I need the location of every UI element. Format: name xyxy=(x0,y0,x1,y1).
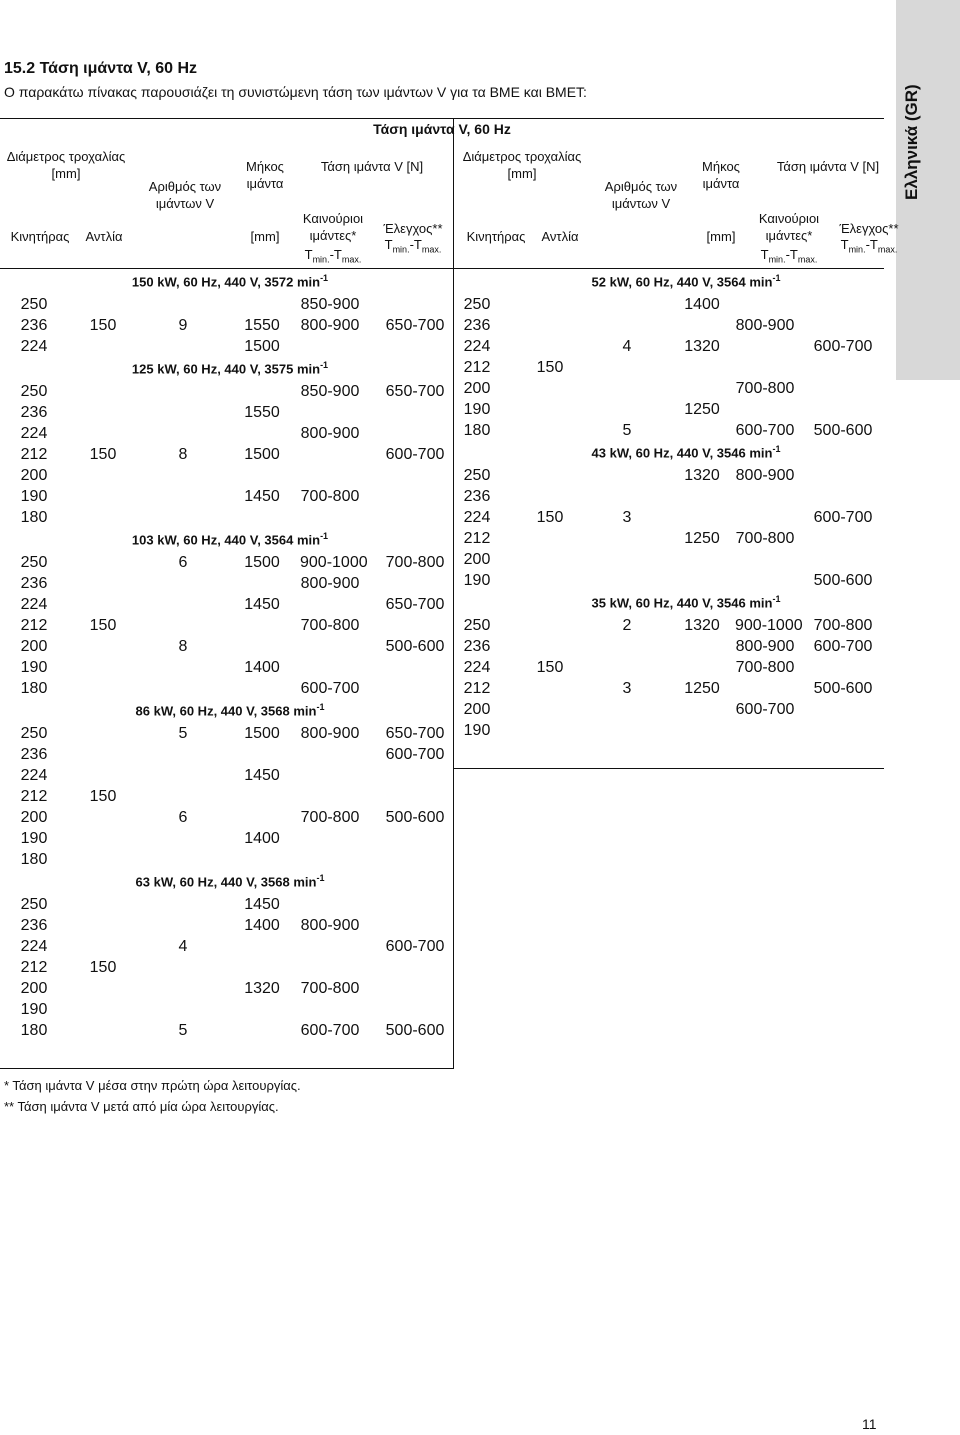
right-cell: 1250 xyxy=(684,401,720,418)
left-pulley-diameter-header: Διάμετρος τροχαλίας [mm] xyxy=(6,149,126,181)
left-cell: 600-700 xyxy=(385,746,445,763)
right-check-header: Έλεγχος** xyxy=(839,221,899,236)
right-cell: 1320 xyxy=(684,617,720,634)
left-cell: 1450 xyxy=(244,488,280,505)
section-title: 15.2 Τάση ιμάντα V, 60 Hz xyxy=(4,60,198,77)
right-cell: 1320 xyxy=(684,338,720,355)
right-cell: 236 xyxy=(463,317,491,334)
left-cell: 800-900 xyxy=(300,917,360,934)
left-cell: 1500 xyxy=(244,725,280,742)
page-number: 11 xyxy=(862,1416,877,1432)
left-cell: 180 xyxy=(20,851,48,868)
left-motor-subheading: 150 kW, 60 Hz, 440 V, 3572 $\min^{-1}$ xyxy=(131,273,329,290)
right-cell: 224 xyxy=(463,509,491,526)
right-cell: 600-700 xyxy=(735,701,795,718)
left-cell: 180 xyxy=(20,509,48,526)
left-cell: 236 xyxy=(20,575,48,592)
left-cell: 224 xyxy=(20,938,48,955)
left-check-header: Έλεγχος** xyxy=(383,221,443,236)
right-pulley-diameter-header: Διάμετρος τροχαλίας [mm] xyxy=(462,149,582,181)
right-cell: 250 xyxy=(463,467,491,484)
left-belt-length-header: Μήκος ιμάντα xyxy=(246,159,284,191)
left-cell: 224 xyxy=(20,338,48,355)
left-cell: 1500 xyxy=(244,554,280,571)
right-cell: 250 xyxy=(463,617,491,634)
left-cell: 180 xyxy=(20,1022,48,1039)
right-cell: 224 xyxy=(463,659,491,676)
right-motor-subheading: 35 kW, 60 Hz, 440 V, 3546 $\min^{-1}$ xyxy=(591,594,781,611)
left-cell: 1550 xyxy=(244,317,280,334)
table-top-border xyxy=(0,118,884,119)
left-cell: 212 xyxy=(20,446,48,463)
left-cell: 5 xyxy=(178,1022,188,1039)
right-cell: 190 xyxy=(463,401,491,418)
left-cell: 500-600 xyxy=(385,638,445,655)
left-motor-subheading: 86 kW, 60 Hz, 440 V, 3568 $\min^{-1}$ xyxy=(135,702,325,719)
left-cell: 1400 xyxy=(244,659,280,676)
right-cell: 150 xyxy=(536,509,564,526)
right-belt-length-header: Μήκος ιμάντα xyxy=(702,159,740,191)
left-cell: 800-900 xyxy=(300,725,360,742)
left-motor-subheading: 103 kW, 60 Hz, 440 V, 3564 $\min^{-1}$ xyxy=(131,531,329,548)
left-belt-length-unit: [mm] xyxy=(250,229,280,244)
left-cell: 250 xyxy=(20,896,48,913)
right-cell: 190 xyxy=(463,572,491,589)
right-tension-header: Τάση ιμάντα V [N] xyxy=(776,159,880,174)
footnote-1: * Τάση ιμάντα V μέσα στην πρώτη ώρα λειτουργίας. xyxy=(4,1078,301,1093)
left-cell: 1400 xyxy=(244,917,280,934)
right-new-belts-header: Καινούριοι ιμάντες* xyxy=(758,211,820,243)
right-cell: 200 xyxy=(463,551,491,568)
left-cell: 800-900 xyxy=(300,317,360,334)
right-cell: 236 xyxy=(463,638,491,655)
right-cell: 1400 xyxy=(684,296,720,313)
left-tension-header: Τάση ιμάντα V [N] xyxy=(320,159,424,174)
left-cell: 150 xyxy=(89,317,117,334)
right-cell: 3 xyxy=(622,509,632,526)
right-cell: 900-1000 xyxy=(735,617,803,634)
right-cell: 800-900 xyxy=(735,317,795,334)
right-motor-subheading: 52 kW, 60 Hz, 440 V, 3564 $\min^{-1}$ xyxy=(591,273,781,290)
left-cell: 1500 xyxy=(244,446,280,463)
left-cell: 1320 xyxy=(244,980,280,997)
right-cell: 600-700 xyxy=(813,509,873,526)
right-cell: 2 xyxy=(622,617,632,634)
left-check-range: $T_{min.}-T_{max.}$ xyxy=(384,237,442,255)
right-cell: 212 xyxy=(463,359,491,376)
left-cell: 1450 xyxy=(244,896,280,913)
right-check-range: $T_{min.}-T_{max.}$ xyxy=(840,237,898,255)
left-cell: 850-900 xyxy=(300,383,360,400)
left-cell: 150 xyxy=(89,617,117,634)
left-cell: 150 xyxy=(89,959,117,976)
left-cell: 700-800 xyxy=(300,980,360,997)
right-new-belts-range: $T_{min.}-T_{max.}$ xyxy=(760,247,818,265)
left-cell: 700-800 xyxy=(300,809,360,826)
left-cell: 212 xyxy=(20,959,48,976)
right-cell: 200 xyxy=(463,701,491,718)
left-motor-header: Κινητήρας xyxy=(10,229,70,244)
left-belt-count-header: Αριθμός των ιμάντων V xyxy=(148,179,222,211)
left-cell: 236 xyxy=(20,404,48,421)
right-cell: 250 xyxy=(463,296,491,313)
left-cell: 500-600 xyxy=(385,1022,445,1039)
left-cell: 236 xyxy=(20,317,48,334)
right-cell: 150 xyxy=(536,359,564,376)
right-cell: 190 xyxy=(463,722,491,739)
left-cell: 6 xyxy=(178,809,188,826)
right-cell: 1250 xyxy=(684,530,720,547)
left-new-belts-header: Καινούριοι ιμάντες* xyxy=(302,211,364,243)
left-cell: 600-700 xyxy=(300,1022,360,1039)
right-cell: 600-700 xyxy=(813,338,873,355)
left-cell: 1400 xyxy=(244,830,280,847)
left-cell: 650-700 xyxy=(385,317,445,334)
left-cell: 5 xyxy=(178,725,188,742)
left-cell: 650-700 xyxy=(385,596,445,613)
left-cell: 236 xyxy=(20,746,48,763)
right-cell: 800-900 xyxy=(735,638,795,655)
left-cell: 800-900 xyxy=(300,425,360,442)
right-cell: 3 xyxy=(622,680,632,697)
right-cell: 500-600 xyxy=(813,422,873,439)
right-cell: 600-700 xyxy=(813,638,873,655)
left-cell: 212 xyxy=(20,617,48,634)
left-cell: 150 xyxy=(89,446,117,463)
table-title: Τάση ιμάντα V, 60 Hz xyxy=(373,121,511,137)
right-cell: 700-800 xyxy=(735,659,795,676)
left-cell: 8 xyxy=(178,638,188,655)
left-cell: 600-700 xyxy=(385,446,445,463)
table-center-divider xyxy=(453,118,454,1068)
left-cell: 1550 xyxy=(244,404,280,421)
left-new-belts-range: $T_{min.}-T_{max.}$ xyxy=(304,247,362,265)
right-cell: 150 xyxy=(536,659,564,676)
right-motor-subheading: 43 kW, 60 Hz, 440 V, 3546 $\min^{-1}$ xyxy=(591,444,781,461)
language-label: Ελληνικά (GR) xyxy=(902,84,921,200)
left-motor-subheading: 125 kW, 60 Hz, 440 V, 3575 $\min^{-1}$ xyxy=(131,360,329,377)
right-belt-length-unit: [mm] xyxy=(706,229,736,244)
left-cell: 900-1000 xyxy=(300,554,368,571)
left-cell: 200 xyxy=(20,809,48,826)
left-cell: 224 xyxy=(20,596,48,613)
left-cell: 200 xyxy=(20,638,48,655)
right-cell: 4 xyxy=(622,338,632,355)
left-cell: 600-700 xyxy=(385,938,445,955)
left-cell: 200 xyxy=(20,980,48,997)
section-intro: Ο παρακάτω πίνακας παρουσιάζει τη συνιστώμενη τάση των ιμάντων V για τα BME και BMET: xyxy=(4,84,587,100)
table-bottom-border-right xyxy=(453,768,884,769)
left-cell: 700-800 xyxy=(385,554,445,571)
left-cell: 224 xyxy=(20,425,48,442)
left-cell: 1500 xyxy=(244,338,280,355)
left-cell: 1450 xyxy=(244,767,280,784)
left-cell: 212 xyxy=(20,788,48,805)
left-cell: 700-800 xyxy=(300,617,360,634)
left-cell: 250 xyxy=(20,296,48,313)
left-cell: 224 xyxy=(20,767,48,784)
right-cell: 1250 xyxy=(684,680,720,697)
left-cell: 250 xyxy=(20,725,48,742)
right-cell: 700-800 xyxy=(735,530,795,547)
left-cell: 190 xyxy=(20,830,48,847)
left-cell: 180 xyxy=(20,680,48,697)
right-cell: 236 xyxy=(463,488,491,505)
right-cell: 212 xyxy=(463,680,491,697)
left-cell: 150 xyxy=(89,788,117,805)
right-cell: 212 xyxy=(463,530,491,547)
right-cell: 224 xyxy=(463,338,491,355)
left-cell: 600-700 xyxy=(300,680,360,697)
footnote-2: ** Τάση ιμάντα V μετά από μία ώρα λειτουργίας. xyxy=(4,1099,279,1114)
language-side-tab xyxy=(896,0,960,380)
left-cell: 236 xyxy=(20,917,48,934)
left-motor-subheading: 63 kW, 60 Hz, 440 V, 3568 $\min^{-1}$ xyxy=(135,873,325,890)
right-cell: 5 xyxy=(622,422,632,439)
left-cell: 190 xyxy=(20,488,48,505)
left-cell: 190 xyxy=(20,1001,48,1018)
right-motor-header: Κινητήρας xyxy=(466,229,526,244)
right-cell: 700-800 xyxy=(735,380,795,397)
left-cell: 850-900 xyxy=(300,296,360,313)
left-cell: 6 xyxy=(178,554,188,571)
right-cell: 200 xyxy=(463,380,491,397)
right-cell: 1320 xyxy=(684,467,720,484)
left-cell: 8 xyxy=(178,446,188,463)
left-cell: 9 xyxy=(178,317,188,334)
right-cell: 700-800 xyxy=(813,617,873,634)
right-cell: 600-700 xyxy=(735,422,795,439)
left-pump-header: Αντλία xyxy=(85,229,123,244)
footnotes xyxy=(4,1075,301,1117)
left-cell: 250 xyxy=(20,554,48,571)
right-cell: 180 xyxy=(463,422,491,439)
right-pump-header: Αντλία xyxy=(541,229,579,244)
left-cell: 190 xyxy=(20,659,48,676)
right-cell: 500-600 xyxy=(813,572,873,589)
right-belt-count-header: Αριθμός των ιμάντων V xyxy=(604,179,678,211)
left-cell: 800-900 xyxy=(300,575,360,592)
left-cell: 4 xyxy=(178,938,188,955)
right-cell: 500-600 xyxy=(813,680,873,697)
left-cell: 650-700 xyxy=(385,383,445,400)
left-cell: 700-800 xyxy=(300,488,360,505)
left-cell: 1450 xyxy=(244,596,280,613)
left-cell: 500-600 xyxy=(385,809,445,826)
right-cell: 800-900 xyxy=(735,467,795,484)
left-cell: 650-700 xyxy=(385,725,445,742)
left-cell: 200 xyxy=(20,467,48,484)
left-cell: 250 xyxy=(20,383,48,400)
table-bottom-border-left xyxy=(0,1068,454,1069)
